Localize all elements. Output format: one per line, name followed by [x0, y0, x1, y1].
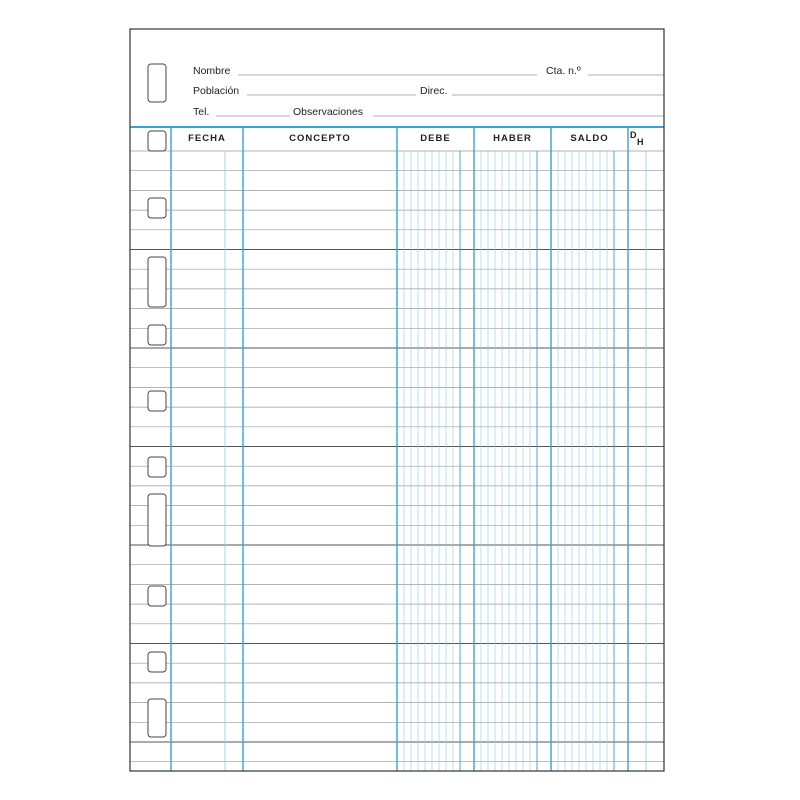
ledger-column-rules [171, 127, 646, 771]
binder-hole-square [148, 652, 166, 672]
binder-hole-square [148, 586, 166, 606]
binder-hole-slot [148, 64, 166, 102]
address-label: Direc. [420, 85, 448, 97]
binder-hole-slot [148, 699, 166, 737]
binder-holes [148, 64, 166, 737]
binder-hole-square [148, 131, 166, 151]
binder-hole-square [148, 325, 166, 345]
dh-column-heading-h: H [637, 137, 644, 147]
credit-column-heading: HABER [493, 133, 532, 144]
binder-hole-slot [148, 257, 166, 307]
account-label: Cta. n.º [546, 65, 581, 77]
concept-column-heading: CONCEPTO [289, 133, 351, 144]
binder-hole-square [148, 457, 166, 477]
binder-hole-slot [148, 494, 166, 546]
dh-column-heading-d: D [630, 130, 637, 140]
notes-label: Observaciones [293, 106, 364, 118]
date-column-heading: FECHA [188, 133, 226, 144]
town-label: Población [193, 85, 240, 97]
name-label: Nombre [193, 65, 231, 77]
balance-column-heading: SALDO [570, 133, 609, 144]
debit-column-heading: DEBE [420, 133, 451, 144]
phone-label: Tel. [193, 106, 210, 118]
binder-hole-square [148, 198, 166, 218]
binder-hole-square [148, 391, 166, 411]
